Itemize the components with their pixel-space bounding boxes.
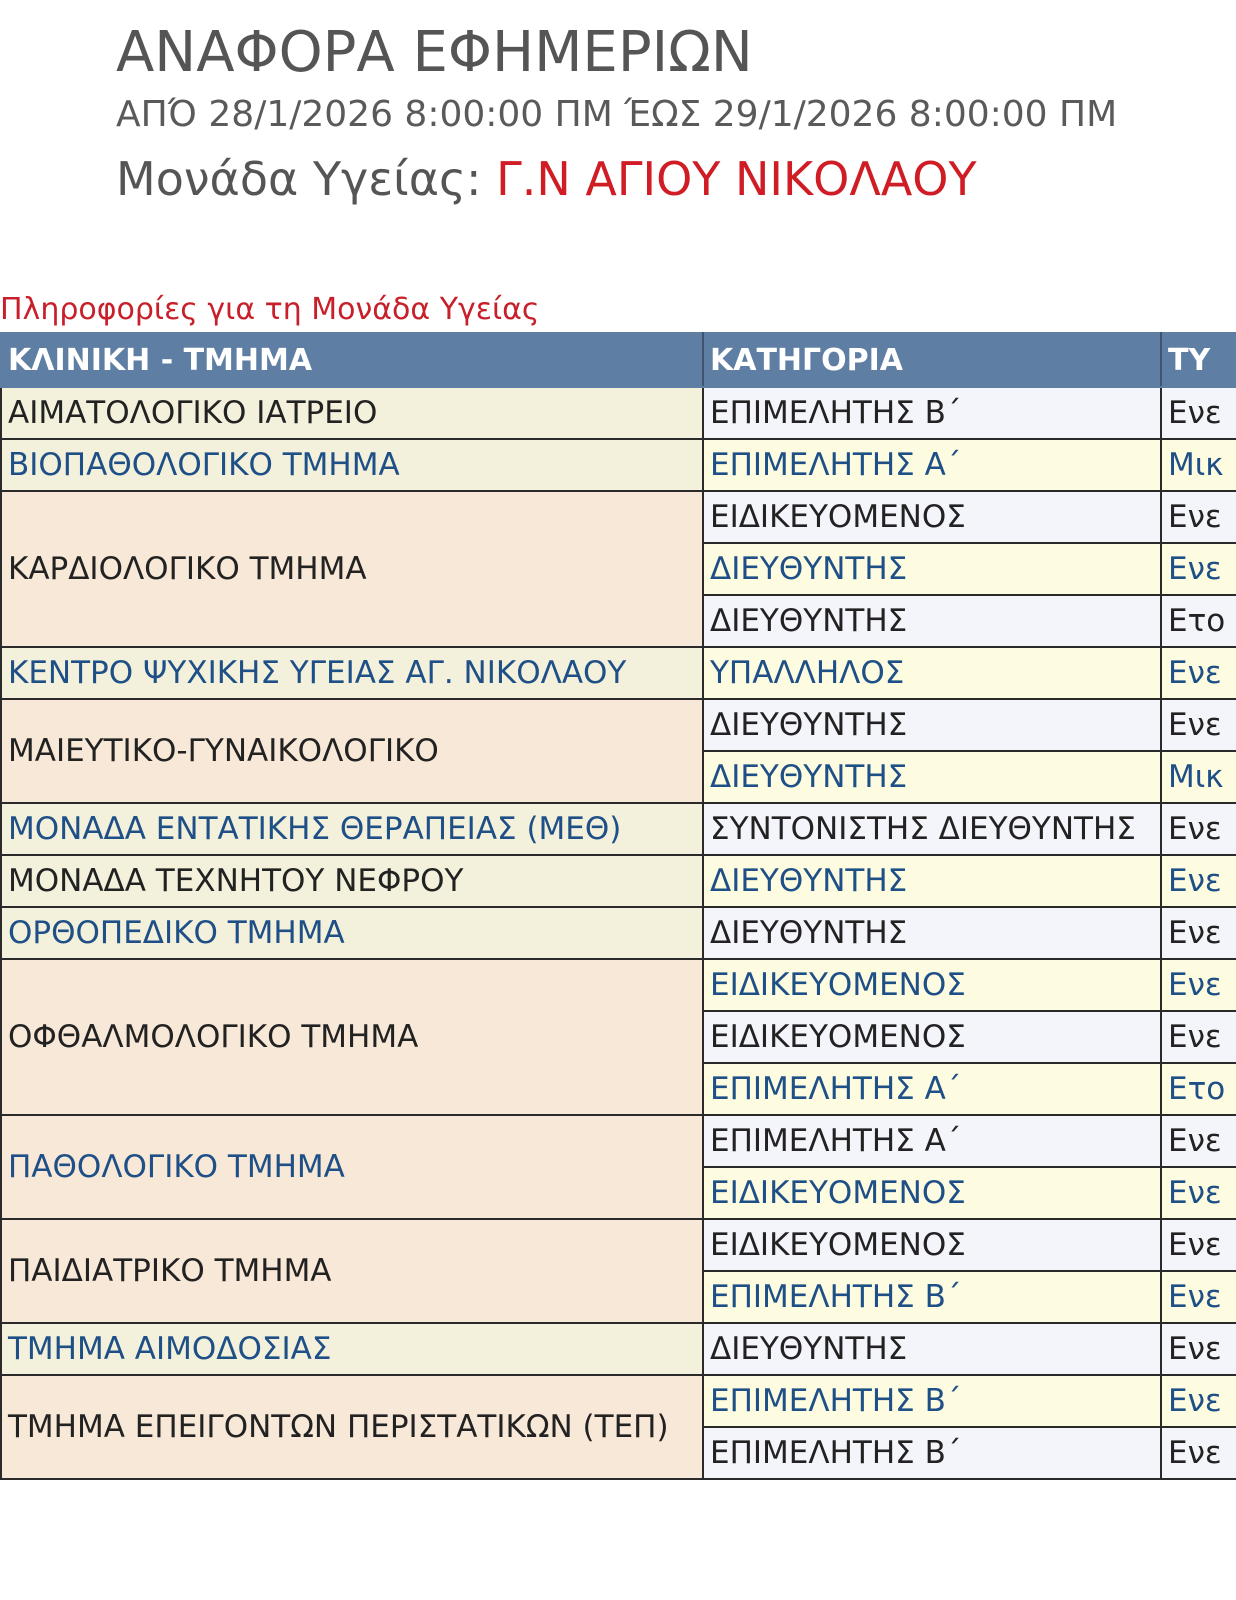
category-cell: ΕΠΙΜΕΛΗΤΗΣ Α΄ xyxy=(703,1115,1161,1167)
department-cell: ΚΑΡΔΙΟΛΟΓΙΚΟ ΤΜΗΜΑ xyxy=(1,491,703,647)
table-row xyxy=(1,803,1236,855)
type-cell: Ενε xyxy=(1161,647,1236,699)
report-header xyxy=(116,18,1236,214)
type-cell: Ενε xyxy=(1161,855,1236,907)
report-period: ΑΠΌ 28/1/2026 8:00:00 ΠΜ ΈΩΣ 29/1/2026 8:00:00 ΠΜ xyxy=(116,94,1118,135)
report-title: ΑΝΑΦΟΡΑ ΕΦΗΜΕΡΙΩΝ xyxy=(116,20,753,85)
header-department: ΚΛΙΝΙΚΗ - ΤΜΗΜΑ xyxy=(1,333,703,387)
table-row xyxy=(1,1323,1236,1375)
type-cell: Ετο xyxy=(1161,595,1236,647)
category-cell: ΣΥΝΤΟΝΙΣΤΗΣ ΔΙΕΥΘΥΝΤΗΣ xyxy=(703,803,1161,855)
type-cell: Ενε xyxy=(1161,1219,1236,1271)
table-header-row xyxy=(1,333,1236,387)
header-category: ΚΑΤΗΓΟΡΙΑ xyxy=(703,333,1161,387)
category-cell: ΔΙΕΥΘΥΝΤΗΣ xyxy=(703,907,1161,959)
department-cell: ΤΜΗΜΑ ΕΠΕΙΓΟΝΤΩΝ ΠΕΡΙΣΤΑΤΙΚΩΝ (ΤΕΠ) xyxy=(1,1375,703,1479)
category-cell: ΕΙΔΙΚΕΥΟΜΕΝΟΣ xyxy=(703,959,1161,1011)
category-cell: ΕΙΔΙΚΕΥΟΜΕΝΟΣ xyxy=(703,1219,1161,1271)
category-cell: ΕΠΙΜΕΛΗΤΗΣ Β΄ xyxy=(703,387,1161,439)
table-row xyxy=(1,1219,1236,1271)
type-cell: Ενε xyxy=(1161,1323,1236,1375)
category-cell: ΕΠΙΜΕΛΗΤΗΣ Β΄ xyxy=(703,1271,1161,1323)
type-cell: Ενε xyxy=(1161,959,1236,1011)
category-cell: ΕΠΙΜΕΛΗΤΗΣ Β΄ xyxy=(703,1375,1161,1427)
department-cell: ΒΙΟΠΑΘΟΛΟΓΙΚΟ ΤΜΗΜΑ xyxy=(1,439,703,491)
table-body xyxy=(1,387,1236,1479)
duty-table xyxy=(0,332,1236,1480)
department-cell: ΤΜΗΜΑ ΑΙΜΟΔΟΣΙΑΣ xyxy=(1,1323,703,1375)
category-cell: ΔΙΕΥΘΥΝΤΗΣ xyxy=(703,699,1161,751)
health-unit-line xyxy=(116,144,1236,214)
table-row xyxy=(1,387,1236,439)
department-cell: ΟΦΘΑΛΜΟΛΟΓΙΚΟ ΤΜΗΜΑ xyxy=(1,959,703,1115)
type-cell: Ενε xyxy=(1161,543,1236,595)
category-cell: ΔΙΕΥΘΥΝΤΗΣ xyxy=(703,543,1161,595)
type-cell: Ενε xyxy=(1161,1011,1236,1063)
health-unit-name: Γ.Ν ΑΓΙΟΥ ΝΙΚΟΛΑΟΥ xyxy=(496,152,977,206)
department-cell: ΠΑΙΔΙΑΤΡΙΚΟ ΤΜΗΜΑ xyxy=(1,1219,703,1323)
type-cell: Μικ xyxy=(1161,751,1236,803)
table-row xyxy=(1,699,1236,751)
category-cell: ΔΙΕΥΘΥΝΤΗΣ xyxy=(703,595,1161,647)
table-row xyxy=(1,959,1236,1011)
type-cell: Μικ xyxy=(1161,439,1236,491)
table-row xyxy=(1,439,1236,491)
category-cell: ΕΠΙΜΕΛΗΤΗΣ Α΄ xyxy=(703,1063,1161,1115)
category-cell: ΕΠΙΜΕΛΗΤΗΣ Β΄ xyxy=(703,1427,1161,1479)
category-cell: ΔΙΕΥΘΥΝΤΗΣ xyxy=(703,855,1161,907)
department-cell: ΜΑΙΕΥΤΙΚΟ-ΓΥΝΑΙΚΟΛΟΓΙΚΟ xyxy=(1,699,703,803)
type-cell: Ενε xyxy=(1161,491,1236,543)
table-row xyxy=(1,491,1236,543)
table-row xyxy=(1,907,1236,959)
department-cell: ΑΙΜΑΤΟΛΟΓΙΚΟ ΙΑΤΡΕΙΟ xyxy=(1,387,703,439)
table-row xyxy=(1,1115,1236,1167)
category-cell: ΔΙΕΥΘΥΝΤΗΣ xyxy=(703,751,1161,803)
category-cell: ΕΙΔΙΚΕΥΟΜΕΝΟΣ xyxy=(703,1011,1161,1063)
type-cell: Ενε xyxy=(1161,1375,1236,1427)
type-cell: Ενε xyxy=(1161,1167,1236,1219)
type-cell: Ενε xyxy=(1161,803,1236,855)
category-cell: ΕΠΙΜΕΛΗΤΗΣ Α΄ xyxy=(703,439,1161,491)
health-unit-label: Μονάδα Υγείας: xyxy=(116,152,482,206)
department-cell: ΟΡΘΟΠΕΔΙΚΟ ΤΜΗΜΑ xyxy=(1,907,703,959)
type-cell: Ενε xyxy=(1161,699,1236,751)
type-cell: Ενε xyxy=(1161,387,1236,439)
type-cell: Ενε xyxy=(1161,1271,1236,1323)
category-cell: ΕΙΔΙΚΕΥΟΜΕΝΟΣ xyxy=(703,1167,1161,1219)
department-cell: ΜΟΝΑΔΑ ΕΝΤΑΤΙΚΗΣ ΘΕΡΑΠΕΙΑΣ (ΜΕΘ) xyxy=(1,803,703,855)
header-type: ΤΥ xyxy=(1161,333,1236,387)
table-row xyxy=(1,1375,1236,1427)
type-cell: Ενε xyxy=(1161,907,1236,959)
category-cell: ΔΙΕΥΘΥΝΤΗΣ xyxy=(703,1323,1161,1375)
type-cell: Ετο xyxy=(1161,1063,1236,1115)
table-row xyxy=(1,855,1236,907)
type-cell: Ενε xyxy=(1161,1427,1236,1479)
department-cell: ΚΕΝΤΡΟ ΨΥΧΙΚΗΣ ΥΓΕΙΑΣ ΑΓ. ΝΙΚΟΛΑΟΥ xyxy=(1,647,703,699)
type-cell: Ενε xyxy=(1161,1115,1236,1167)
table-row xyxy=(1,647,1236,699)
category-cell: ΥΠΑΛΛΗΛΟΣ xyxy=(703,647,1161,699)
department-cell: ΜΟΝΑΔΑ ΤΕΧΝΗΤΟΥ ΝΕΦΡΟΥ xyxy=(1,855,703,907)
category-cell: ΕΙΔΙΚΕΥΟΜΕΝΟΣ xyxy=(703,491,1161,543)
department-cell: ΠΑΘΟΛΟΓΙΚΟ ΤΜΗΜΑ xyxy=(1,1115,703,1219)
section-label: Πληροφορίες για τη Μονάδα Υγείας xyxy=(0,292,540,327)
duty-table-container xyxy=(0,332,1236,1480)
